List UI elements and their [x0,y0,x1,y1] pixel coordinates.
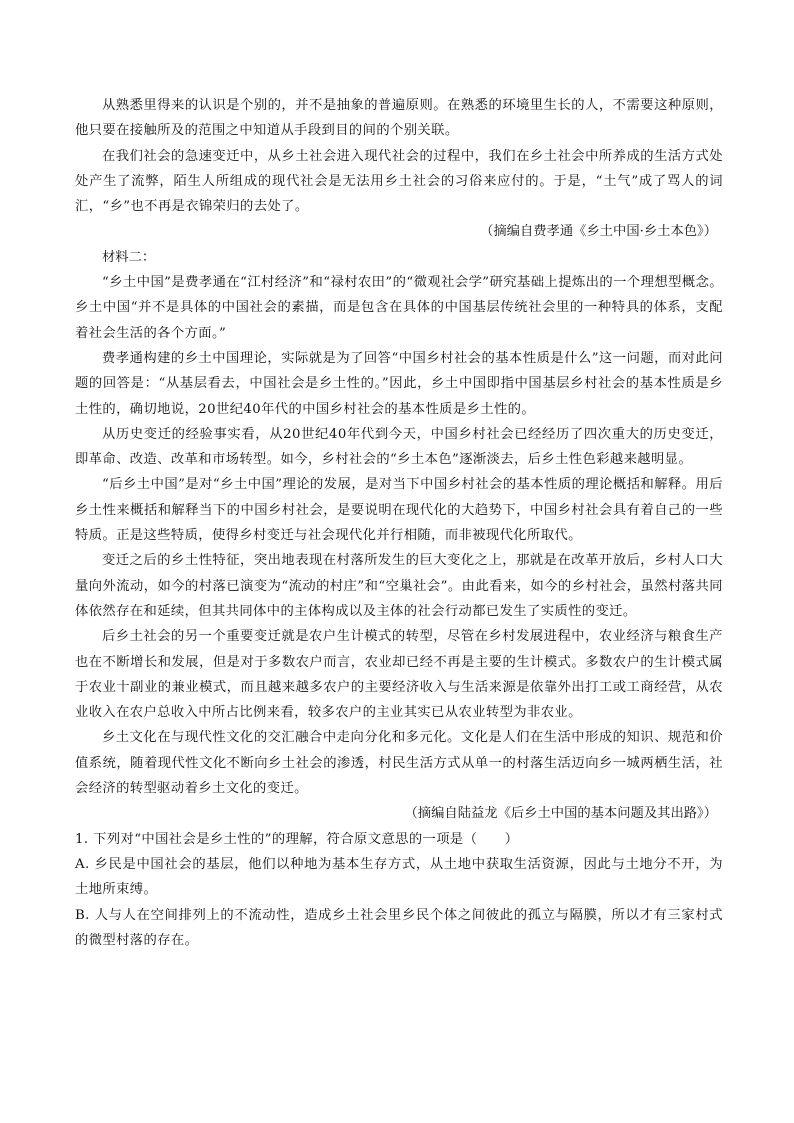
passage-one-paragraph-1: 从熟悉里得来的认识是个别的，并不是抽象的普遍原则。在熟悉的环境里生长的人，不需要这种原则，他只要在接触所及的范围之中知道从手段到目的间的个别关联。 [75,98,723,139]
passage-two-paragraph-3: 从历史变迁的经验事实看，从20世纪40年代到今天，中国乡村社会已经经历了四次重大的历史变迁，即革命、改造、改革和市场转型。如今，乡村社会的“乡土本色”逐渐淡去，后乡土性色彩越来越明显。 [75,426,723,468]
question-one [75,827,723,953]
passage-two-source: （摘编自陆益龙《后乡土中国的基本问题及其出路》） [404,806,717,822]
passage-two-paragraph-7: 乡土文化在与现代性文化的交汇融合中走向分化和多元化。文化是人们在生活中形成的知识、规范和价值系统，随着现代性文化不断向乡土社会的渗透，村民生活方式从单一的村落生活迈向乡一城两栖生活，社会经济的转型驱动着乡土文化的变迁。 [75,730,723,797]
passage-one-source: （摘编自费孝通《乡土中国·乡土本色》） [480,224,717,240]
option-a: A. 乡民是中国社会的基层，他们以种地为基本生存方式，从土地中获取生活资源，因此与土地分不开，为土地所束缚。 [75,856,723,898]
passage-two-paragraph-1: “乡土中国”是费孝通在“江村经济”和“禄村农田”的“微观社会学”研究基础上提炼出的一个理想型概念。乡土中国“并不是具体的中国社会的素描，而是包含在具体的中国基层传统社会里的一种特具的体系，支配着社会生活的各个方面。” [75,275,723,341]
passage-two-paragraph-5: 变迁之后的乡土性特征，突出地表现在村落所发生的巨大变化之上，那就是在改革开放后，乡村人口大量向外流动，如今的村落已演变为“流动的村庄”和“空巢社会”。由此看来，如今的乡村社会，虽然村落共同体依然存在和延续，但其共同体中的主体构成以及主体的社会行动都已发生了实质性的变迁。 [75,553,723,619]
passage-two-paragraph-2: 费孝通构建的乡土中国理论，实际就是为了回答“中国乡村社会的基本性质是什么”这一问题，而对此问题的回答是：“从基层看去，中国社会是乡土性的。”因此，乡土中国即指中国基层乡村社会的基本性质是乡土性的，确切地说，20世纪40年代的中国乡村社会的基本性质是乡土性的。 [75,350,723,417]
passage-two-heading: 材料二： [102,249,156,265]
passage-two-paragraph-6: 后乡土社会的另一个重要变迁就是农户生计模式的转型，尽管在乡村发展进程中，农业经济与粮食生产也在不断增长和发展，但是对于多数农户而言，农业却已经不再是主要的生计模式。多数农户的生计模式属于农业十副业的兼业模式，而且越来越多农户的主要经济收入与生活来源是依靠外出打工或工商经营，从农业收入在农户总收入中所占比例来看，较多农户的主业其实已从农业转型为非农业。 [75,629,723,721]
passage-two-paragraph-4: “后乡土中国”是对“乡土中国”理论的发展，是对当下中国乡村社会的基本性质的理论概括和解释。用后乡土性来概括和解释当下的中国乡村社会，是要说明在现代化的大趋势下，中国乡村社会具有着自己的一些特质。正是这些特质，使得乡村变迁与社会现代化并行相随，而非被现代化所取代。 [75,477,723,544]
question-stem: 1. 下列对“中国社会是乡土性的”的理解，符合原文意思的一项是（ ） [75,831,519,847]
option-b: B. 人与人在空间排列上的不流动性，造成乡土社会里乡民个体之间彼此的孤立与隔膜，所以才有三家村式的微型村落的存在。 [75,907,723,948]
document-body [75,93,723,953]
passage-one [75,93,723,245]
passage-one-paragraph-2: 在我们社会的急速变迁中，从乡土社会进入现代社会的过程中，我们在乡土社会中所养成的生活方式处处产生了流弊，陌生人所组成的现代社会是无法用乡土社会的习俗来应付的。于是，“土气”成了骂人的词汇，“乡”也不再是衣锦荣归的去处了。 [75,148,723,215]
passage-two [75,245,723,827]
